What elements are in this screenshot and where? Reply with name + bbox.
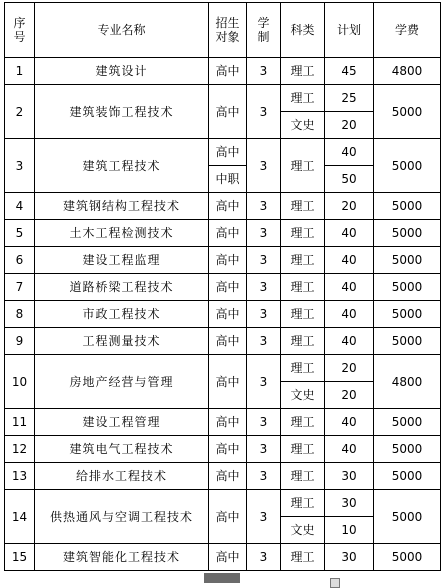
cell-category: 文史 bbox=[281, 382, 325, 409]
cell-category: 理工 bbox=[281, 328, 325, 355]
cell-plan: 10 bbox=[325, 517, 374, 544]
header-index: 序 号 bbox=[5, 3, 35, 58]
table-row bbox=[5, 193, 441, 220]
cell-plan: 20 bbox=[325, 193, 374, 220]
cell-fee: 5000 bbox=[374, 247, 441, 274]
cell-major: 建设工程监理 bbox=[35, 247, 209, 274]
cell-index: 9 bbox=[5, 328, 35, 355]
cell-major: 建筑钢结构工程技术 bbox=[35, 193, 209, 220]
cell-major: 工程测量技术 bbox=[35, 328, 209, 355]
cell-index: 4 bbox=[5, 193, 35, 220]
cell-category: 理工 bbox=[281, 409, 325, 436]
cell-target: 高中 bbox=[209, 544, 247, 571]
cell-category: 理工 bbox=[281, 436, 325, 463]
cell-category: 理工 bbox=[281, 355, 325, 382]
table-row bbox=[5, 220, 441, 247]
cell-plan: 40 bbox=[325, 436, 374, 463]
cell-fee: 5000 bbox=[374, 436, 441, 463]
cell-plan: 40 bbox=[325, 274, 374, 301]
table-row bbox=[5, 436, 441, 463]
table-row bbox=[5, 247, 441, 274]
cell-category: 理工 bbox=[281, 490, 325, 517]
cell-target: 高中 bbox=[209, 490, 247, 544]
cell-index: 13 bbox=[5, 463, 35, 490]
cell-major: 给排水工程技术 bbox=[35, 463, 209, 490]
cell-target: 高中 bbox=[209, 328, 247, 355]
cell-category: 理工 bbox=[281, 58, 325, 85]
cell-duration: 3 bbox=[247, 220, 281, 247]
cell-fee: 5000 bbox=[374, 193, 441, 220]
cell-index: 12 bbox=[5, 436, 35, 463]
cell-major: 建筑电气工程技术 bbox=[35, 436, 209, 463]
cell-fee: 4800 bbox=[374, 355, 441, 409]
cell-duration: 3 bbox=[247, 193, 281, 220]
table-row bbox=[5, 301, 441, 328]
cell-major: 建筑装饰工程技术 bbox=[35, 85, 209, 139]
header-major: 专业名称 bbox=[35, 3, 209, 58]
cell-index: 1 bbox=[5, 58, 35, 85]
header-duration: 学 制 bbox=[247, 3, 281, 58]
table-row bbox=[5, 274, 441, 301]
header-target: 招生 对象 bbox=[209, 3, 247, 58]
cell-duration: 3 bbox=[247, 274, 281, 301]
cell-category: 理工 bbox=[281, 139, 325, 193]
cell-category: 理工 bbox=[281, 274, 325, 301]
cell-plan: 40 bbox=[325, 139, 374, 166]
cell-index: 11 bbox=[5, 409, 35, 436]
enrollment-plan-table bbox=[4, 2, 441, 571]
cell-target: 高中 bbox=[209, 139, 247, 166]
cell-duration: 3 bbox=[247, 463, 281, 490]
cell-major: 建设工程管理 bbox=[35, 409, 209, 436]
cell-duration: 3 bbox=[247, 490, 281, 544]
table-row bbox=[5, 139, 441, 166]
cell-major: 道路桥梁工程技术 bbox=[35, 274, 209, 301]
cell-fee: 5000 bbox=[374, 274, 441, 301]
cell-plan: 30 bbox=[325, 544, 374, 571]
cell-plan: 40 bbox=[325, 328, 374, 355]
cell-category: 理工 bbox=[281, 463, 325, 490]
table-row bbox=[5, 409, 441, 436]
cell-fee: 5000 bbox=[374, 301, 441, 328]
cell-index: 15 bbox=[5, 544, 35, 571]
cell-fee: 5000 bbox=[374, 139, 441, 193]
cell-index: 7 bbox=[5, 274, 35, 301]
cell-plan: 30 bbox=[325, 463, 374, 490]
table-header-row bbox=[5, 3, 441, 58]
bottom-edge-mark bbox=[204, 573, 240, 583]
cell-category: 理工 bbox=[281, 544, 325, 571]
cell-major: 建筑工程技术 bbox=[35, 139, 209, 193]
cell-index: 8 bbox=[5, 301, 35, 328]
cell-duration: 3 bbox=[247, 301, 281, 328]
header-fee: 学费 bbox=[374, 3, 441, 58]
cell-fee: 5000 bbox=[374, 544, 441, 571]
cell-index: 2 bbox=[5, 85, 35, 139]
cell-fee: 5000 bbox=[374, 220, 441, 247]
cell-fee: 5000 bbox=[374, 409, 441, 436]
cell-major: 建筑智能化工程技术 bbox=[35, 544, 209, 571]
cell-duration: 3 bbox=[247, 247, 281, 274]
table-row bbox=[5, 463, 441, 490]
cell-category: 理工 bbox=[281, 85, 325, 112]
cell-target: 高中 bbox=[209, 85, 247, 139]
cell-target: 高中 bbox=[209, 436, 247, 463]
cell-target: 高中 bbox=[209, 301, 247, 328]
cell-plan: 40 bbox=[325, 301, 374, 328]
header-category: 科类 bbox=[281, 3, 325, 58]
cell-plan: 20 bbox=[325, 112, 374, 139]
cell-target: 高中 bbox=[209, 220, 247, 247]
cell-fee: 5000 bbox=[374, 463, 441, 490]
cell-major: 供热通风与空调工程技术 bbox=[35, 490, 209, 544]
cell-category: 理工 bbox=[281, 301, 325, 328]
cell-category: 文史 bbox=[281, 517, 325, 544]
cell-duration: 3 bbox=[247, 355, 281, 409]
cell-plan: 45 bbox=[325, 58, 374, 85]
cell-plan: 25 bbox=[325, 85, 374, 112]
cell-duration: 3 bbox=[247, 58, 281, 85]
table-row bbox=[5, 328, 441, 355]
cell-major: 市政工程技术 bbox=[35, 301, 209, 328]
cell-index: 5 bbox=[5, 220, 35, 247]
cell-major: 建筑设计 bbox=[35, 58, 209, 85]
cell-fee: 4800 bbox=[374, 58, 441, 85]
cell-category: 理工 bbox=[281, 247, 325, 274]
cell-fee: 5000 bbox=[374, 85, 441, 139]
cell-category: 理工 bbox=[281, 220, 325, 247]
cell-category: 理工 bbox=[281, 193, 325, 220]
table-row bbox=[5, 490, 441, 517]
table-row bbox=[5, 85, 441, 112]
cell-duration: 3 bbox=[247, 85, 281, 139]
cell-plan: 40 bbox=[325, 220, 374, 247]
cell-fee: 5000 bbox=[374, 490, 441, 544]
cell-plan: 20 bbox=[325, 382, 374, 409]
table-row bbox=[5, 544, 441, 571]
cell-index: 6 bbox=[5, 247, 35, 274]
cell-index: 10 bbox=[5, 355, 35, 409]
cell-plan: 40 bbox=[325, 409, 374, 436]
cell-index: 3 bbox=[5, 139, 35, 193]
cell-plan: 20 bbox=[325, 355, 374, 382]
cell-plan: 30 bbox=[325, 490, 374, 517]
cell-fee: 5000 bbox=[374, 328, 441, 355]
cell-category: 文史 bbox=[281, 112, 325, 139]
cell-target: 高中 bbox=[209, 193, 247, 220]
cell-duration: 3 bbox=[247, 544, 281, 571]
cell-major: 房地产经营与管理 bbox=[35, 355, 209, 409]
cell-duration: 3 bbox=[247, 328, 281, 355]
cell-index: 14 bbox=[5, 490, 35, 544]
table-row bbox=[5, 355, 441, 382]
cell-target: 高中 bbox=[209, 355, 247, 409]
cell-target: 高中 bbox=[209, 409, 247, 436]
cell-duration: 3 bbox=[247, 436, 281, 463]
cell-target: 高中 bbox=[209, 247, 247, 274]
cell-major: 土木工程检测技术 bbox=[35, 220, 209, 247]
cell-target: 高中 bbox=[209, 274, 247, 301]
cell-plan: 40 bbox=[325, 247, 374, 274]
cell-target: 高中 bbox=[209, 463, 247, 490]
cell-plan: 50 bbox=[325, 166, 374, 193]
cell-target: 高中 bbox=[209, 58, 247, 85]
cell-duration: 3 bbox=[247, 409, 281, 436]
cell-target: 中职 bbox=[209, 166, 247, 193]
header-plan: 计划 bbox=[325, 3, 374, 58]
table-row bbox=[5, 58, 441, 85]
cell-duration: 3 bbox=[247, 139, 281, 193]
